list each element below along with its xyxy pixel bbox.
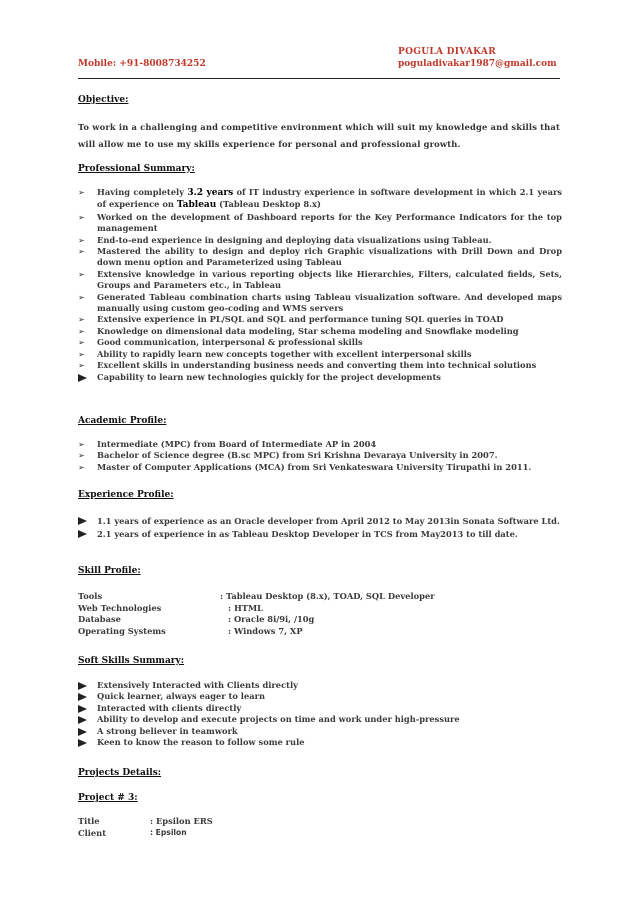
candidate-name: POGULA DIVAKAR: [398, 47, 496, 57]
list-item: ➢ Master of Computer Applications (MCA) from Sri Venkateswara University Tirupathi in 2011.: [78, 461, 532, 472]
project-3-heading: Project # 3:: [78, 793, 138, 803]
academic-list: [78, 439, 562, 473]
table-row: Tools : Tableau Desktop (8.x), TOAD, SQL Developer: [78, 591, 435, 601]
check-arrow-icon: ➢: [78, 188, 85, 197]
arrow-bullet-icon: [78, 530, 87, 538]
list-item: ➢ Mastered the ability to design and deploy rich Graphic visualizations with Drill Down and Drop down menu option and Parameterized using Tableau: [78, 246, 562, 268]
professional-summary-heading: Professional Summary:: [78, 164, 195, 174]
list-item: Keen to know the reason to follow some rule: [78, 737, 562, 748]
header-divider: [78, 78, 560, 79]
check-arrow-icon: ➢: [78, 315, 85, 325]
list-item: Ability to develop and execute projects on time and work under high-pressure: [78, 714, 562, 725]
list-item: ➢ Extensive experience in PL/SQL and SQL and performance tuning SQL queries in TOAD: [78, 314, 504, 325]
professional-summary-list: [78, 187, 562, 383]
check-arrow-icon: ➢: [78, 361, 85, 371]
arrow-bullet-icon: [78, 728, 87, 736]
check-arrow-icon: ➢: [78, 235, 85, 245]
list-item: Quick learner, always eager to learn: [78, 691, 562, 702]
check-arrow-icon: ➢: [78, 292, 85, 302]
check-arrow-icon: ➢: [78, 269, 85, 279]
arrow-bullet-icon: [78, 682, 87, 690]
skill-table: [78, 591, 560, 637]
list-item: ➢ End-to-end experience in designing and deploying data visualizations using Tableau.: [78, 234, 492, 245]
list-item: Capability to learn new technologies quickly for the project developments: [78, 372, 562, 383]
objective-heading: Objective:: [78, 95, 129, 105]
arrow-bullet-icon: [78, 716, 87, 724]
list-item: Interacted with clients directly: [78, 703, 562, 714]
check-arrow-icon: ➢: [78, 462, 85, 472]
experience-list: [78, 515, 562, 541]
check-arrow-icon: ➢: [78, 247, 85, 257]
contact-row: [78, 59, 560, 73]
arrow-bullet-icon: [78, 693, 87, 701]
check-arrow-icon: ➢: [78, 326, 85, 336]
list-item: ➢ Knowledge on dimensional data modeling, Star schema modeling and Snowflake modeling: [78, 325, 519, 336]
soft-skills-list: [78, 680, 562, 748]
list-item: ➢ Worked on the development of Dashboard reports for the Key Performance Indicators for the top management: [78, 211, 562, 234]
table-row: Title : Epsilon ERS: [78, 816, 213, 826]
objective-text: To work in a challenging and competitive environment which will suit my knowledge and skills that will allow me to use my skills experience for personal and professional growth.: [78, 122, 560, 149]
email-address: poguladivakar1987@gmail.com: [398, 59, 557, 69]
tool-highlight: Tableau: [176, 200, 217, 211]
list-item: ➢ Extensive knowledge in various reporting objects like Hierarchies, Filters, calculated fields, Sets, Groups and Parameters etc., in Tableau: [78, 268, 562, 291]
table-row: Client : Epsilon: [78, 828, 187, 838]
check-arrow-icon: ➢: [78, 212, 85, 222]
list-item: 1.1 years of experience as an Oracle developer from April 2012 to May 2013in Sonata Software Ltd.: [78, 515, 562, 528]
table-row: Database : Oracle 8i/9i, /10g: [78, 614, 315, 624]
skill-profile-heading: Skill Profile:: [78, 566, 141, 576]
check-arrow-icon: ➢: [78, 440, 85, 449]
arrow-bullet-icon: [78, 739, 87, 747]
arrow-bullet-icon: [78, 705, 87, 713]
check-arrow-icon: ➢: [78, 338, 85, 348]
list-item: ➢ Excellent skills in understanding business needs and converting them into technical solutions: [78, 360, 537, 371]
list-item: ➢ Good communication, interpersonal & professional skills: [78, 337, 363, 348]
list-item: ➢ Ability to rapidly learn new concepts together with excellent interpersonal skills: [78, 348, 472, 359]
mobile-number: Mobile: +91-8008734252: [78, 59, 206, 69]
projects-details-heading: Projects Details:: [78, 768, 162, 778]
academic-profile-heading: Academic Profile:: [78, 416, 167, 426]
list-item: ➢ Generated Tableau combination charts using Tableau visualization software. And developed maps manually using custom geo-coding and WMS servers: [78, 291, 562, 314]
list-item: ➢ Intermediate (MPC) from Board of Intermediate AP in 2004: [78, 439, 377, 449]
experience-profile-heading: Experience Profile:: [78, 490, 174, 500]
list-item: ➢ Bachelor of Science degree (B.sc MPC) from Sri Krishna Devaraya University in 2007.: [78, 450, 498, 461]
arrow-bullet-icon: [78, 517, 87, 525]
arrow-bullet-icon: [78, 374, 87, 382]
list-item: ➢ Having completely 3.2 years of IT industry experience in software development in which 2.1 years of experience on Tableau (Tableau Desktop 8.x): [78, 187, 562, 211]
check-arrow-icon: ➢: [78, 451, 85, 461]
check-arrow-icon: ➢: [78, 349, 85, 359]
years-highlight: 3.2 years: [187, 188, 234, 198]
soft-skills-heading: Soft Skills Summary:: [78, 656, 185, 666]
list-item: A strong believer in teamwork: [78, 726, 562, 737]
project-table: [78, 816, 378, 840]
list-item: Extensively Interacted with Clients directly: [78, 680, 562, 691]
table-row: Operating Systems : Windows 7, XP: [78, 625, 303, 636]
table-row: Web Technologies : HTML: [78, 602, 263, 613]
list-item: 2.1 years of experience in as Tableau Desktop Developer in TCS from May2013 to till date.: [78, 528, 562, 541]
